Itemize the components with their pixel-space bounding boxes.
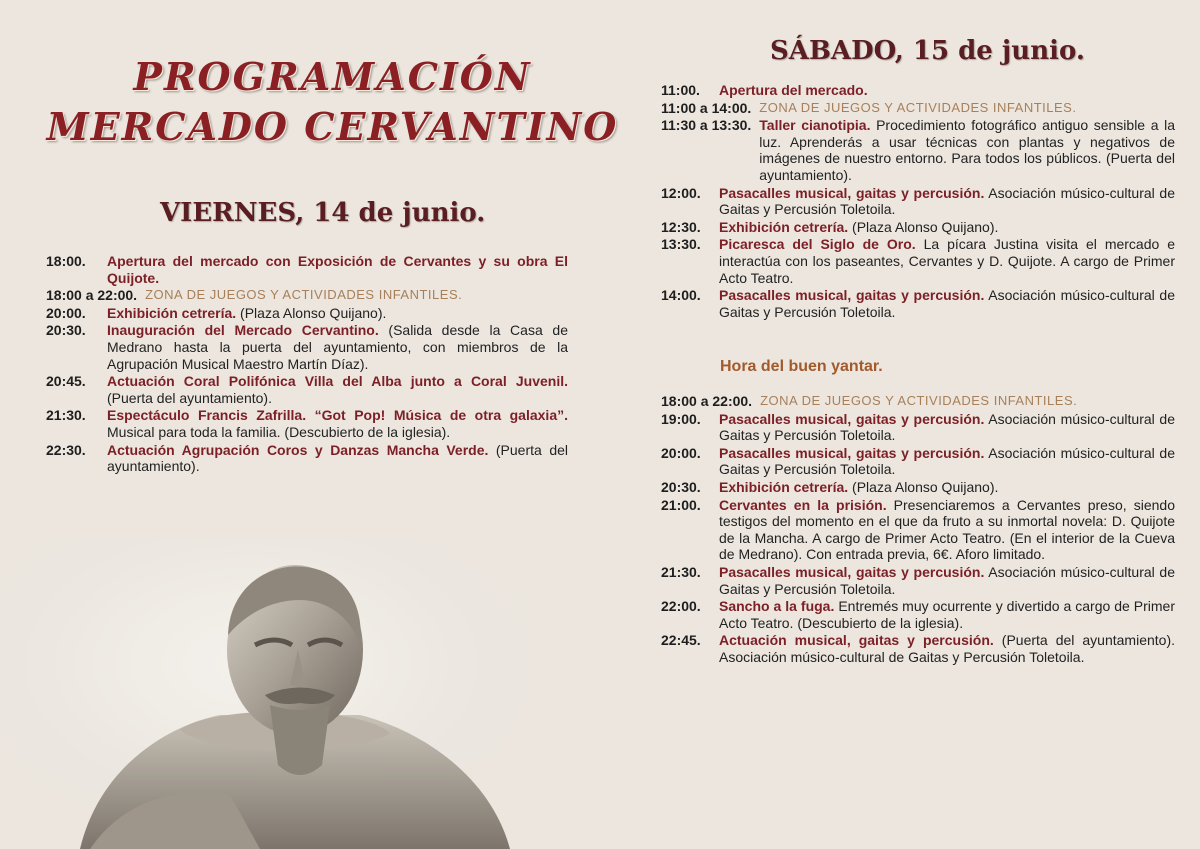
zone-label: ZONA DE JUEGOS Y ACTIVIDADES INFANTILES. — [145, 287, 463, 303]
title-line-1: PROGRAMACIÓN — [133, 54, 532, 99]
event-details: Presenciaremos a Cervantes preso, siendo testigos del momento en el que da fruto a su inmortal novela: D. Quijote de la Mancha. A cargo de Primer Acto Teatro. (En el interior de la Cueva de Medrano). Con entrada previa, 6€. Aforo limitado. — [719, 496, 1175, 563]
event-title: Inauguración del Mercado Cervantino. — [107, 322, 379, 339]
event-title: Actuación musical, gaitas y percusión. — [719, 632, 994, 649]
event-title: Exhibición cetrería. — [719, 478, 849, 495]
list-item — [46, 305, 568, 322]
event-details: Asociación músico-cultural de Gaitas y Percusión Toletoila. — [719, 410, 1175, 444]
list-item — [661, 236, 1175, 286]
event-details: Musical para toda la familia. (Descubierto de la iglesia). — [107, 423, 451, 440]
event-details: Asociación músico-cultural de Gaitas y Percusión Toletoila. — [719, 444, 1175, 478]
event-time: 12:00. — [661, 184, 701, 201]
event-time: 22:30. — [46, 441, 86, 458]
list-item — [661, 564, 1175, 597]
event-details: (Plaza Alonso Quijano). — [848, 218, 999, 235]
event-title: Apertura del mercado con Exposición de Cervantes y su obra El Quijote. — [107, 253, 568, 286]
event-time: 20:00. — [661, 444, 701, 461]
list-item — [661, 287, 1175, 320]
list-item — [661, 479, 1175, 496]
event-title: Apertura del mercado. — [719, 82, 868, 98]
cervantes-statue-image — [60, 555, 520, 849]
event-details: (Puerta del ayuntamiento). Asociación músico-cultural de Gaitas y Percusión Toletoila. — [719, 632, 1175, 665]
event-time: 20:00. — [46, 304, 86, 321]
list-item — [46, 253, 568, 286]
event-details: Asociación músico-cultural de Gaitas y Percusión Toletoila. — [719, 563, 1175, 597]
lunch-break-label: Hora del buen yantar. — [720, 358, 883, 375]
event-details: (Plaza Alonso Quijano). — [236, 304, 387, 321]
event-time: 11:00 a 14:00. — [661, 99, 752, 116]
list-item — [661, 219, 1175, 236]
list-item — [661, 497, 1175, 563]
event-time: 21:30. — [661, 563, 701, 580]
list-item — [661, 393, 1175, 410]
list-item — [661, 117, 1175, 183]
event-title: Pasacalles musical, gaitas y percusión. — [719, 444, 985, 461]
list-item — [661, 445, 1175, 478]
event-time: 18:00. — [46, 253, 86, 269]
event-title: Cervantes en la prisión. — [719, 496, 887, 513]
event-details: (Salida desde la Casa de Medrano hasta la puerta del ayuntamiento, con miembros de la Agrupación Musical Maestro Martín Díaz). — [107, 322, 568, 372]
list-item — [46, 322, 568, 372]
event-title: Picaresca del Siglo de Oro. — [719, 236, 916, 253]
event-time: 21:00. — [661, 496, 701, 513]
title-line-2: MERCADO CERVANTINO — [46, 104, 619, 149]
event-time: 19:00. — [661, 410, 701, 427]
event-time: 11:00. — [661, 82, 700, 98]
event-details: Asociación músico-cultural de Gaitas y Percusión Toletoila. — [719, 287, 1175, 320]
event-time: 14:00. — [661, 287, 701, 304]
event-details: (Plaza Alonso Quijano). — [848, 478, 999, 495]
event-title: Sancho a la fuga. — [719, 598, 835, 615]
event-time: 13:30. — [661, 236, 701, 253]
list-item — [46, 287, 568, 304]
list-item — [661, 632, 1175, 665]
event-title: Exhibición cetrería. — [719, 218, 849, 235]
list-item — [661, 185, 1175, 218]
event-title: Pasacalles musical, gaitas y percusión. — [719, 563, 985, 580]
program-title — [40, 52, 625, 152]
event-time: 22:00. — [661, 598, 701, 615]
event-time: 22:45. — [661, 632, 701, 649]
list-item — [661, 100, 1175, 117]
zone-label: ZONA DE JUEGOS Y ACTIVIDADES INFANTILES. — [760, 393, 1078, 408]
event-time: 20:45. — [46, 373, 86, 390]
event-time: 21:30. — [46, 407, 86, 424]
list-item — [46, 442, 568, 475]
event-details: (Puerta del ayuntamiento). — [107, 441, 568, 475]
event-title: Pasacalles musical, gaitas y percusión. — [719, 410, 985, 427]
saturday-evening-schedule — [661, 393, 1175, 667]
event-details: Asociación músico-cultural de Gaitas y Percusión Toletoila. — [719, 184, 1175, 218]
event-time: 20:30. — [46, 322, 86, 339]
event-details: (Puerta del ayuntamiento). — [107, 389, 272, 406]
event-title: Actuación Agrupación Coros y Danzas Mancha Verde. — [107, 441, 489, 458]
event-time: 20:30. — [661, 478, 701, 495]
event-title: Pasacalles musical, gaitas y percusión. — [719, 184, 985, 201]
list-item — [46, 373, 568, 406]
event-time: 18:00 a 22:00. — [46, 287, 138, 304]
friday-heading: VIERNES, 14 de junio. — [160, 198, 486, 228]
event-time: 11:30 a 13:30. — [661, 117, 752, 134]
event-time: 18:00 a 22:00. — [661, 393, 753, 409]
list-item — [661, 598, 1175, 631]
event-title: Pasacalles musical, gaitas y percusión. — [719, 287, 985, 304]
event-details: La pícara Justina visita el mercado e interactúa con los paseantes, Cervantes y D. Quijote. A cargo de Primer Acto Teatro. — [719, 236, 1175, 286]
zone-label: ZONA DE JUEGOS Y ACTIVIDADES INFANTILES. — [759, 99, 1077, 115]
event-title: Exhibición cetrería. — [107, 304, 237, 321]
saturday-morning-schedule — [661, 82, 1175, 321]
event-details: Procedimiento fotográfico antiguo sensible a la luz. Aprenderás a usar técnicas con plantas y negativos de imágenes de nuestro entorno. Para todos los públicos. (Puerta del ayuntamiento). — [759, 117, 1175, 183]
list-item — [661, 82, 1175, 99]
event-time: 12:30. — [661, 218, 701, 235]
event-title: Actuación Coral Polifónica Villa del Alba junto a Coral Juvenil. — [107, 373, 568, 390]
friday-schedule — [46, 253, 568, 476]
saturday-heading: SÁBADO, 15 de junio. — [770, 36, 1085, 66]
list-item — [661, 411, 1175, 444]
list-item — [46, 407, 568, 440]
event-details: Entremés muy ocurrente y divertido a cargo de Primer Acto Teatro. (Descubierto de la iglesia). — [719, 598, 1176, 631]
event-title: Espectáculo Francis Zafrilla. “Got Pop! Música de otra galaxia”. — [107, 407, 568, 424]
event-title: Taller cianotipia. — [759, 117, 871, 134]
